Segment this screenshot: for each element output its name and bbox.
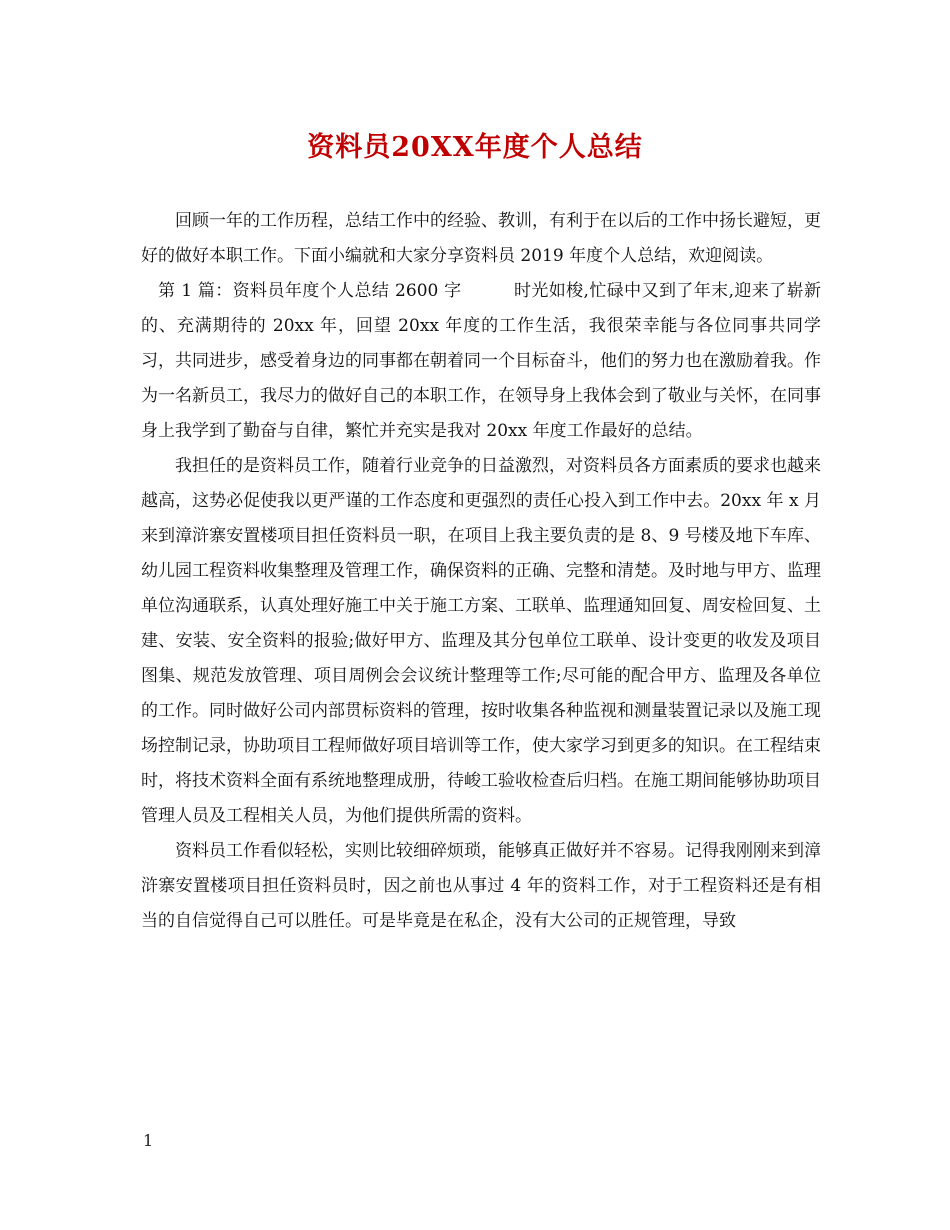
responsibility-paragraph: 我担任的是资料员工作，随着行业竞争的日益激烈，对资料员各方面素质的要求也越来越高，这势必促使我以更严谨的工作态度和更强烈的责任心投入到工作中去。20xx 年 x 月来到漳浒寨安置楼项目担任资料员一职，在项目上我主要负责的是 8、9 号楼及地下车库、幼儿园工程资料收集整理及管理工作，确保资料的正确、完整和清楚。及时地与甲方、监理单位沟通联系，认真处理好施工中关于施工方案、工联单、监理通知回复、周安检回复、土建、安装、安全资料的报验;做好甲方、监理及其分包单位工联单、设计变更的收发及项目图集、规范发放管理、项目周例会会议统计整理等工作;尽可能的配合甲方、监理及各单位的工作。同时做好公司内部贯标资料的管理，按时收集各种监视和测量装置记录以及施工现场控制记录，协助项目工程师做好项目培训等工作，使大家学习到更多的知识。在工程结束时，将技术资料全面有系统地整理成册，待峻工验收检查后归档。在施工期间能够协助项目管理人员及工程相关人员，为他们提供所需的资料。: [141, 456, 821, 826]
section-heading: 第 1 篇：资料员年度个人总结 2600 字: [158, 281, 462, 301]
work-reflection-paragraph: 资料员工作看似轻松，实则比较细碎烦琐，能够真正做好并不容易。记得我刚刚来到漳浒寨安置楼项目担任资料员时，因之前也从事过 4 年的资料工作，对于工程资料还是有相当的自信觉得自己可以胜任。可是毕竟是在私企，没有大公司的正规管理，导致: [141, 841, 821, 931]
document-body: [141, 204, 821, 939]
section-paragraph: [141, 274, 821, 449]
document-title: 资料员20XX年度个人总结: [307, 132, 643, 163]
intro-paragraph: 回顾一年的工作历程，总结工作中的经验、教训，有利于在以后的工作中扬长避短，更好的做好本职工作。下面小编就和大家分享资料员 2019 年度个人总结，欢迎阅读。: [141, 211, 821, 266]
page-number: 1: [143, 1131, 154, 1150]
section-text: 时光如梭,忙碌中又到了年末,迎来了崭新的、充满期待的 20xx 年，回望 20xx 年度的工作生活，我很荣幸能与各位同事共同学习，共同进步，感受着身边的同事都在朝着同一个目标奋斗，他们的努力也在激励着我。作为一名新员工，我尽力的做好自己的本职工作，在领导身上我体会到了敬业与关怀，在同事身上我学到了勤奋与自律，繁忙并充实是我对 20xx 年度工作最好的总结。: [141, 281, 821, 441]
